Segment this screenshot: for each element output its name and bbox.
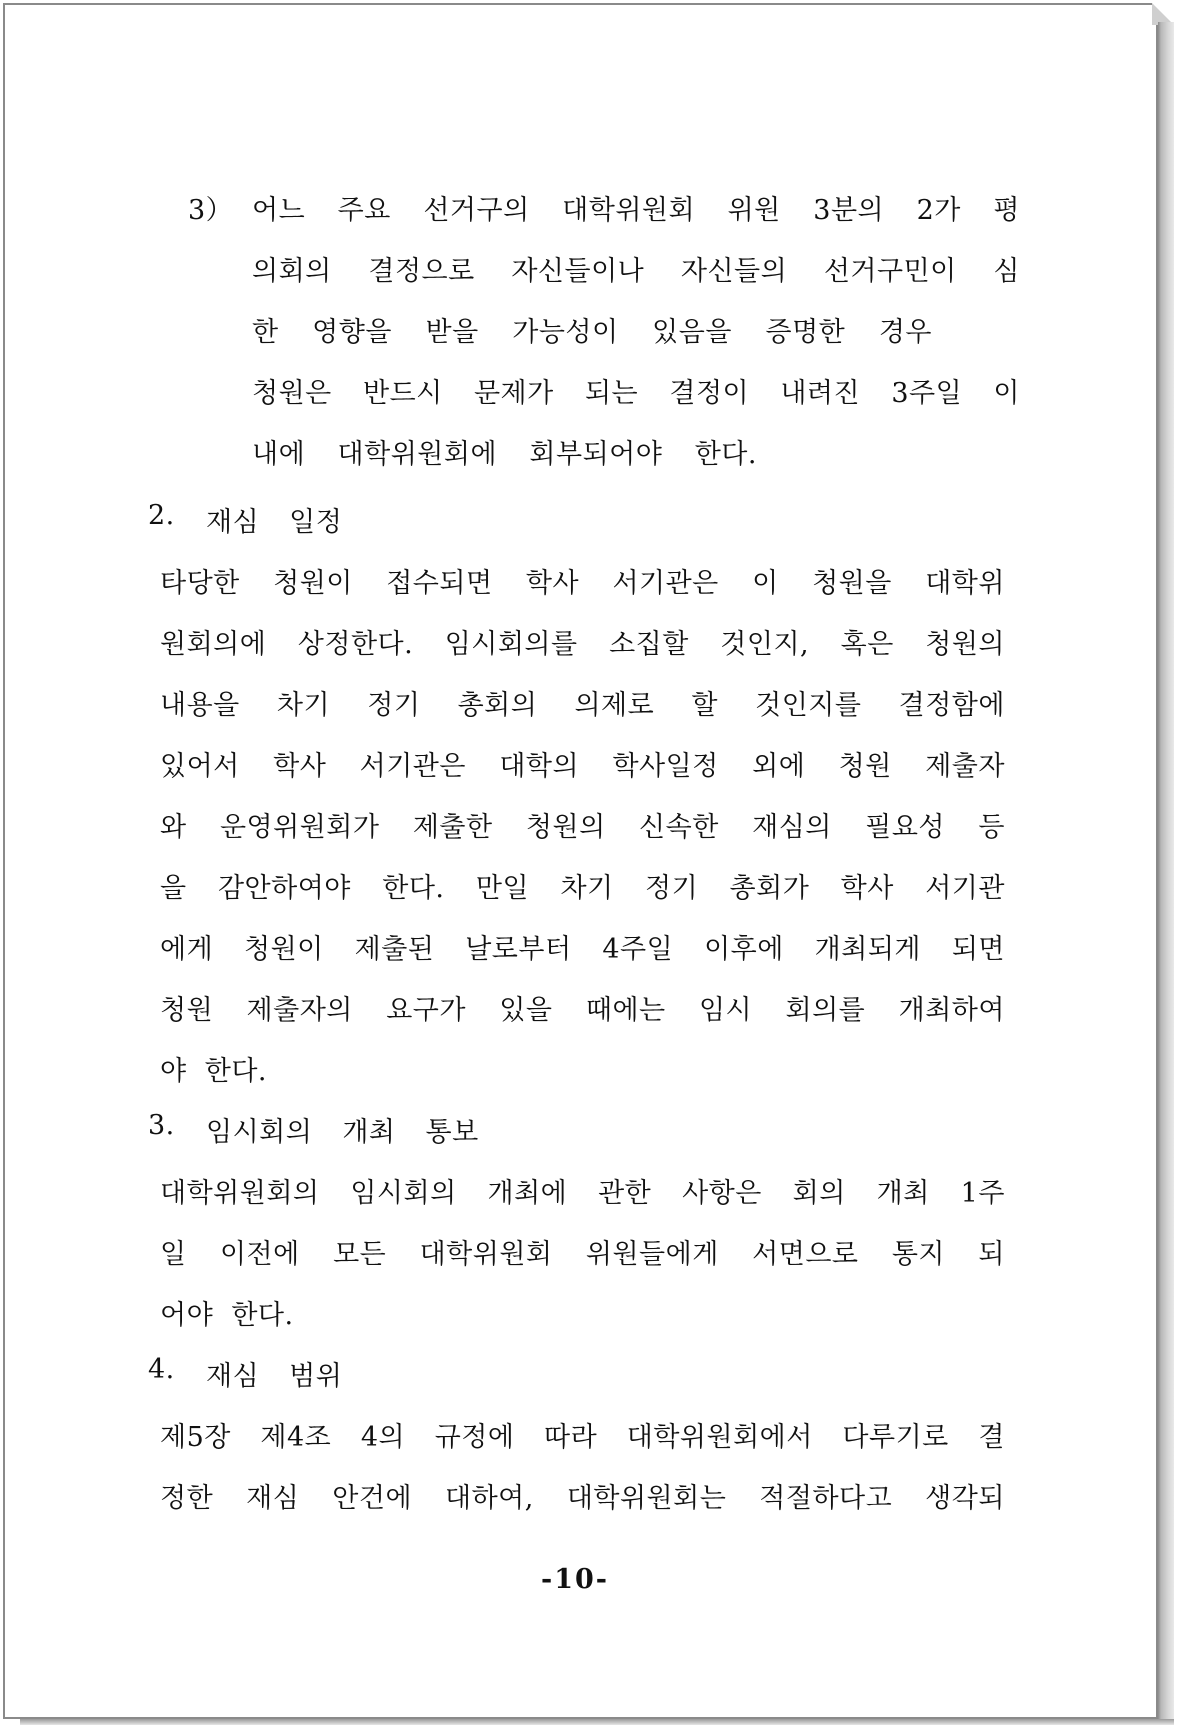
section-2-line-2: 원회의에 상정한다. 임시회의를 소집할 것인지, 혹은 청원의 — [160, 629, 1005, 660]
section-4-line-1: 제5장 제4조 4의 규정에 따라 대학위원회에서 다루기로 결 — [160, 1422, 1005, 1453]
section-2-heading: 2. 재심 일정 — [148, 500, 343, 538]
section-2-last-line: 야 한다. — [160, 1056, 267, 1087]
item-3-line-2: 의회의 결정으로 자신들이나 자신들의 선거구민이 심 — [252, 256, 1020, 287]
page-bottom-shadow — [20, 1719, 1174, 1725]
page-number: -10- — [541, 1564, 609, 1595]
section-2-line-6: 을 감안하여야 한다. 만일 차기 정기 총회가 학사 서기관 — [160, 873, 1005, 904]
page-edge-shadow — [1158, 22, 1174, 1722]
section-2-line-3: 내용을 차기 정기 총회의 의제로 할 것인지를 결정함에 — [160, 690, 1005, 721]
section-3-line-2: 일 이전에 모든 대학위원회 위원들에게 서면으로 통지 되 — [160, 1239, 1005, 1270]
section-2-line-7: 에게 청원이 제출된 날로부터 4주일 이후에 개최되게 되면 — [160, 934, 1005, 965]
section-3-heading: 3. 임시회의 개최 통보 — [148, 1110, 479, 1148]
section-3-line-1: 대학위원회의 임시회의 개최에 관한 사항은 회의 개최 1주 — [160, 1178, 1005, 1209]
section-2-line-8: 청원 제출자의 요구가 있을 때에는 임시 회의를 개최하여 — [160, 995, 1005, 1026]
item-3-line-3: 한 영향을 받을 가능성이 있음을 증명한 경우 — [252, 317, 932, 348]
item-3-line-4: 청원은 반드시 문제가 되는 결정이 내려진 3주일 이 — [252, 378, 1020, 409]
item-3-line-5: 내에 대학위원회에 회부되어야 한다. — [252, 439, 757, 470]
section-2-line-5: 와 운영위원회가 제출한 청원의 신속한 재심의 필요성 등 — [160, 812, 1005, 843]
item-3-marker: 3） — [188, 195, 234, 226]
section-4-line-2: 정한 재심 안건에 대하여, 대학위원회는 적절하다고 생각되 — [160, 1483, 1005, 1514]
item-3-line-1: 어느 주요 선거구의 대학위원회 위원 3분의 2가 평 — [252, 195, 1020, 226]
section-2-line-4: 있어서 학사 서기관은 대학의 학사일정 외에 청원 제출자 — [160, 751, 1005, 782]
section-2-line-1: 타당한 청원이 접수되면 학사 서기관은 이 청원을 대학위 — [160, 568, 1005, 599]
section-3-last-line: 어야 한다. — [160, 1300, 294, 1331]
section-4-heading: 4. 재심 범위 — [148, 1354, 343, 1392]
